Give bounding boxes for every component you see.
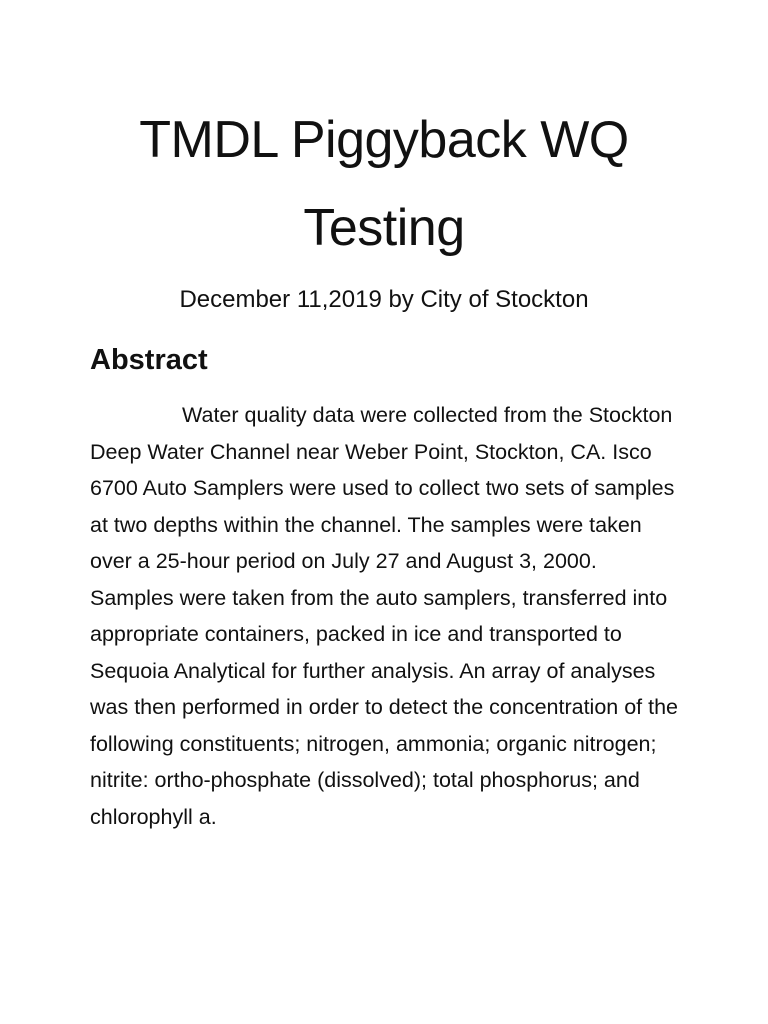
document-subtitle: December 11,2019 by City of Stockton (179, 286, 589, 313)
abstract-heading: Abstract (90, 344, 208, 376)
abstract-paragraph: Water quality data were collected from the Stockton Deep Water Channel near Weber Point, Stockton, CA. Isco 6700 Auto Samplers were used to collect two sets of samples at two depths within the channel. The samples were taken over a 25-hour period on July 27 and August 3, 2000. Samples were taken from the auto samplers, transferred into appropriate containers, packed in ice and transported to Sequoia Analytical for further analysis. An array of analyses was then performed in order to detect the concentration of the following constituents; nitrogen, ammonia; organic nitrogen; nitrite: ortho-phosphate (dissolved); total phosphorus; and chlorophyll a. (90, 403, 679, 829)
document-title: TMDL Piggyback WQ Testing (139, 111, 629, 257)
